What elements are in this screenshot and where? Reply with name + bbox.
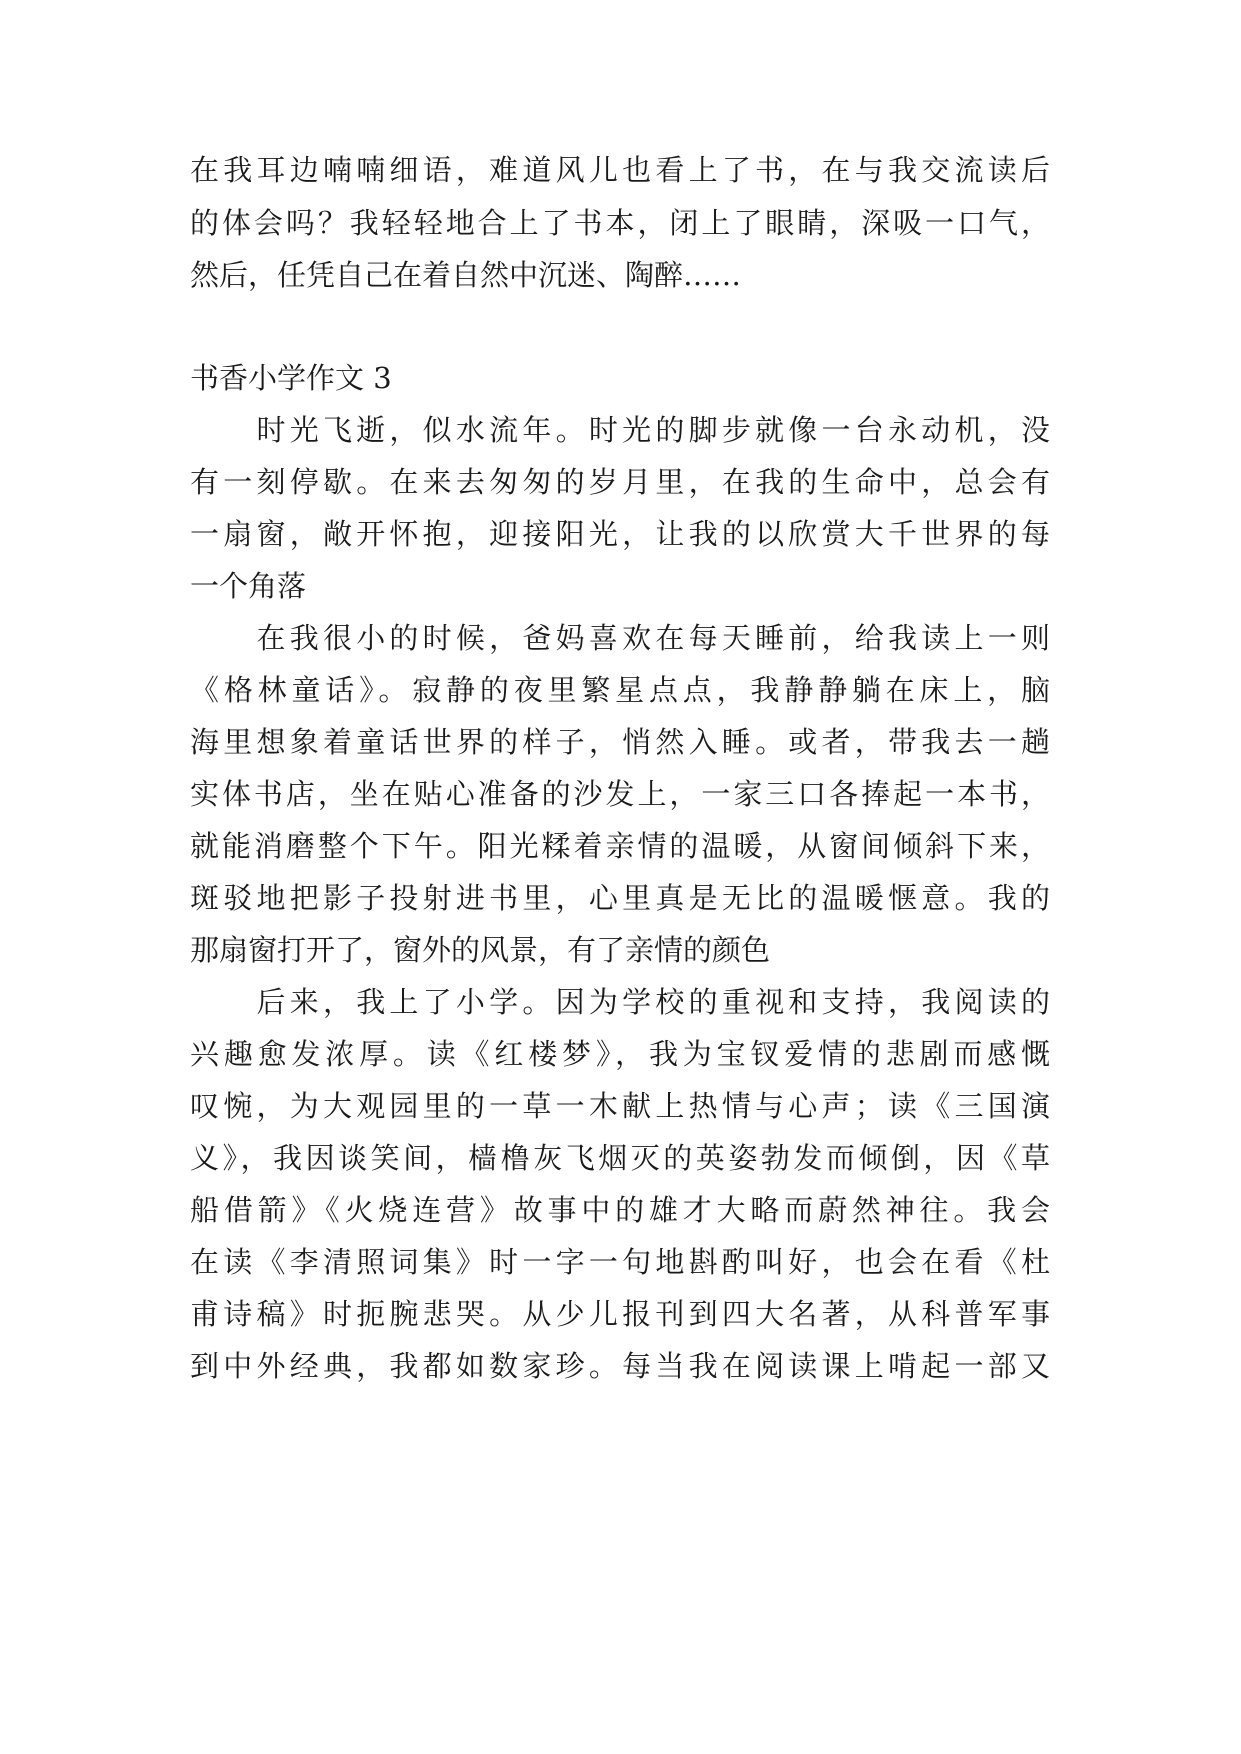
text-line: 那扇窗打开了，窗外的风景，有了亲情的颜色	[190, 933, 771, 967]
text-line: 甫诗稿》时扼腕悲哭。从少儿报刊到四大名著，从科普军事	[190, 1297, 1050, 1331]
text-line: 时光飞逝，似水流年。时光的脚步就像一台永动机，没	[190, 413, 1050, 447]
text-line: 实体书店，坐在贴心准备的沙发上，一家三口各捧起一本书，	[190, 777, 1050, 811]
text-line: 义》，我因谈笑间，樯橹灰飞烟灭的英姿勃发而倾倒，因《草	[190, 1141, 1050, 1175]
text-line: 斑驳地把影子投射进书里，心里真是无比的温暖惬意。我的	[190, 881, 1050, 915]
text-line: 在我耳边喃喃细语，难道风儿也看上了书，在与我交流读后	[190, 153, 1050, 187]
text-line: 到中外经典，我都如数家珍。每当我在阅读课上啃起一部又	[190, 1349, 1050, 1383]
text-line: 一个角落	[190, 569, 307, 603]
text-line: 然后，任凭自己在着自然中沉迷、陶醉……	[190, 258, 742, 292]
section-title: 书香小学作文 3	[190, 361, 392, 395]
text-line: 海里想象着童话世界的样子，悄然入睡。或者，带我去一趟	[190, 725, 1050, 759]
text-line: 后来，我上了小学。因为学校的重视和支持，我阅读的	[190, 985, 1050, 1019]
text-line: 有一刻停歇。在来去匆匆的岁月里，在我的生命中，总会有	[190, 465, 1050, 499]
text-line: 在我很小的时候，爸妈喜欢在每天睡前，给我读上一则	[190, 621, 1050, 655]
text-line: 船借箭》《火烧连营》故事中的雄才大略而蔚然神往。我会	[190, 1193, 1050, 1227]
text-line: 兴趣愈发浓厚。读《红楼梦》，我为宝钗爱情的悲剧而感慨	[190, 1037, 1050, 1071]
text-line: 一扇窗，敞开怀抱，迎接阳光，让我的以欣赏大千世界的每	[190, 517, 1050, 551]
text-line: 的体会吗？我轻轻地合上了书本，闭上了眼睛，深吸一口气，	[190, 206, 1050, 240]
text-line: 就能消磨整个下午。阳光糅着亲情的温暖，从窗间倾斜下来，	[190, 829, 1050, 863]
text-line: 在读《李清照词集》时一字一句地斟酌叫好，也会在看《杜	[190, 1245, 1050, 1279]
text-line: 叹惋，为大观园里的一草一木献上热情与心声；读《三国演	[190, 1089, 1050, 1123]
text-line: 《格林童话》。寂静的夜里繁星点点，我静静躺在床上，脑	[190, 673, 1050, 707]
